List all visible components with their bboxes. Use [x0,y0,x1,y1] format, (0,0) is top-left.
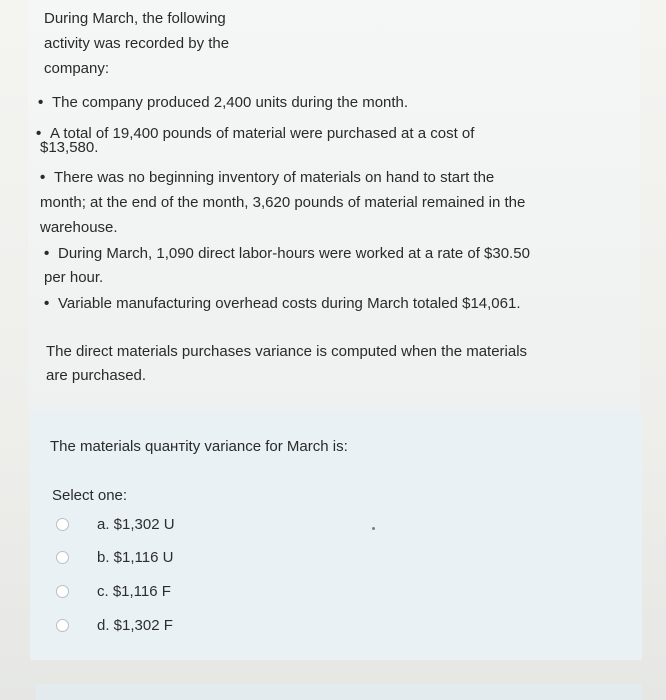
bullet-icon: • [36,125,42,142]
option-label: b. $1,116 U [97,548,174,566]
bullet-text: The company produced 2,400 units during the month. [52,94,409,111]
answer-option-c[interactable] [56,579,171,603]
bullet-text: Variable manufacturing overhead costs during March totaled $14,061. [58,295,521,312]
radio-button[interactable] [56,518,69,531]
intro-line-1: During March, the following [44,10,226,27]
radio-button[interactable] [56,619,69,632]
bullet-item-overhead [44,294,521,314]
bullet-text: During March, 1,090 direct labor-hours were worked at a rate of $30.50 [58,245,530,262]
intro-line-2: activity was recorded by the [44,35,230,52]
bullet-continuation: $13,580. [40,139,99,156]
bullet-icon: • [40,169,46,186]
next-question-panel [36,684,642,700]
bullet-continuation: warehouse. [40,219,118,236]
bullet-item-units [38,93,408,113]
intro-line-3: company: [44,60,110,77]
bullet-icon: • [38,94,44,111]
note-line-2: are purchased. [46,367,147,384]
bullet-item-labor [44,244,530,264]
question-text: The materials quантity variance for March is: [50,438,348,455]
bullet-text: A total of 19,400 pounds of material were purchased at a cost of [50,125,475,142]
bullet-icon: • [44,295,50,312]
mouse-cursor-dot [372,527,375,530]
bullet-continuation: month; at the end of the month, 3,620 pounds of material remained in the [40,194,526,211]
answer-option-b[interactable] [56,545,173,569]
bullet-item-purchases [36,124,474,144]
bullet-text: There was no beginning inventory of materials on hand to start the [54,169,495,186]
option-label: d. $1,302 F [97,616,173,634]
bullet-icon: • [44,245,50,262]
answer-option-a[interactable] [56,512,175,536]
note-line-1: The direct materials purchases variance is computed when the materials [46,343,528,360]
answer-option-d[interactable] [56,613,173,637]
option-label: a. $1,302 U [97,515,175,533]
option-label: c. $1,116 F [97,582,171,600]
select-one-label: Select one: [52,487,128,504]
radio-button[interactable] [56,551,69,564]
bullet-continuation: per hour. [44,269,104,286]
bullet-item-inventory [40,168,494,188]
radio-button[interactable] [56,585,69,598]
